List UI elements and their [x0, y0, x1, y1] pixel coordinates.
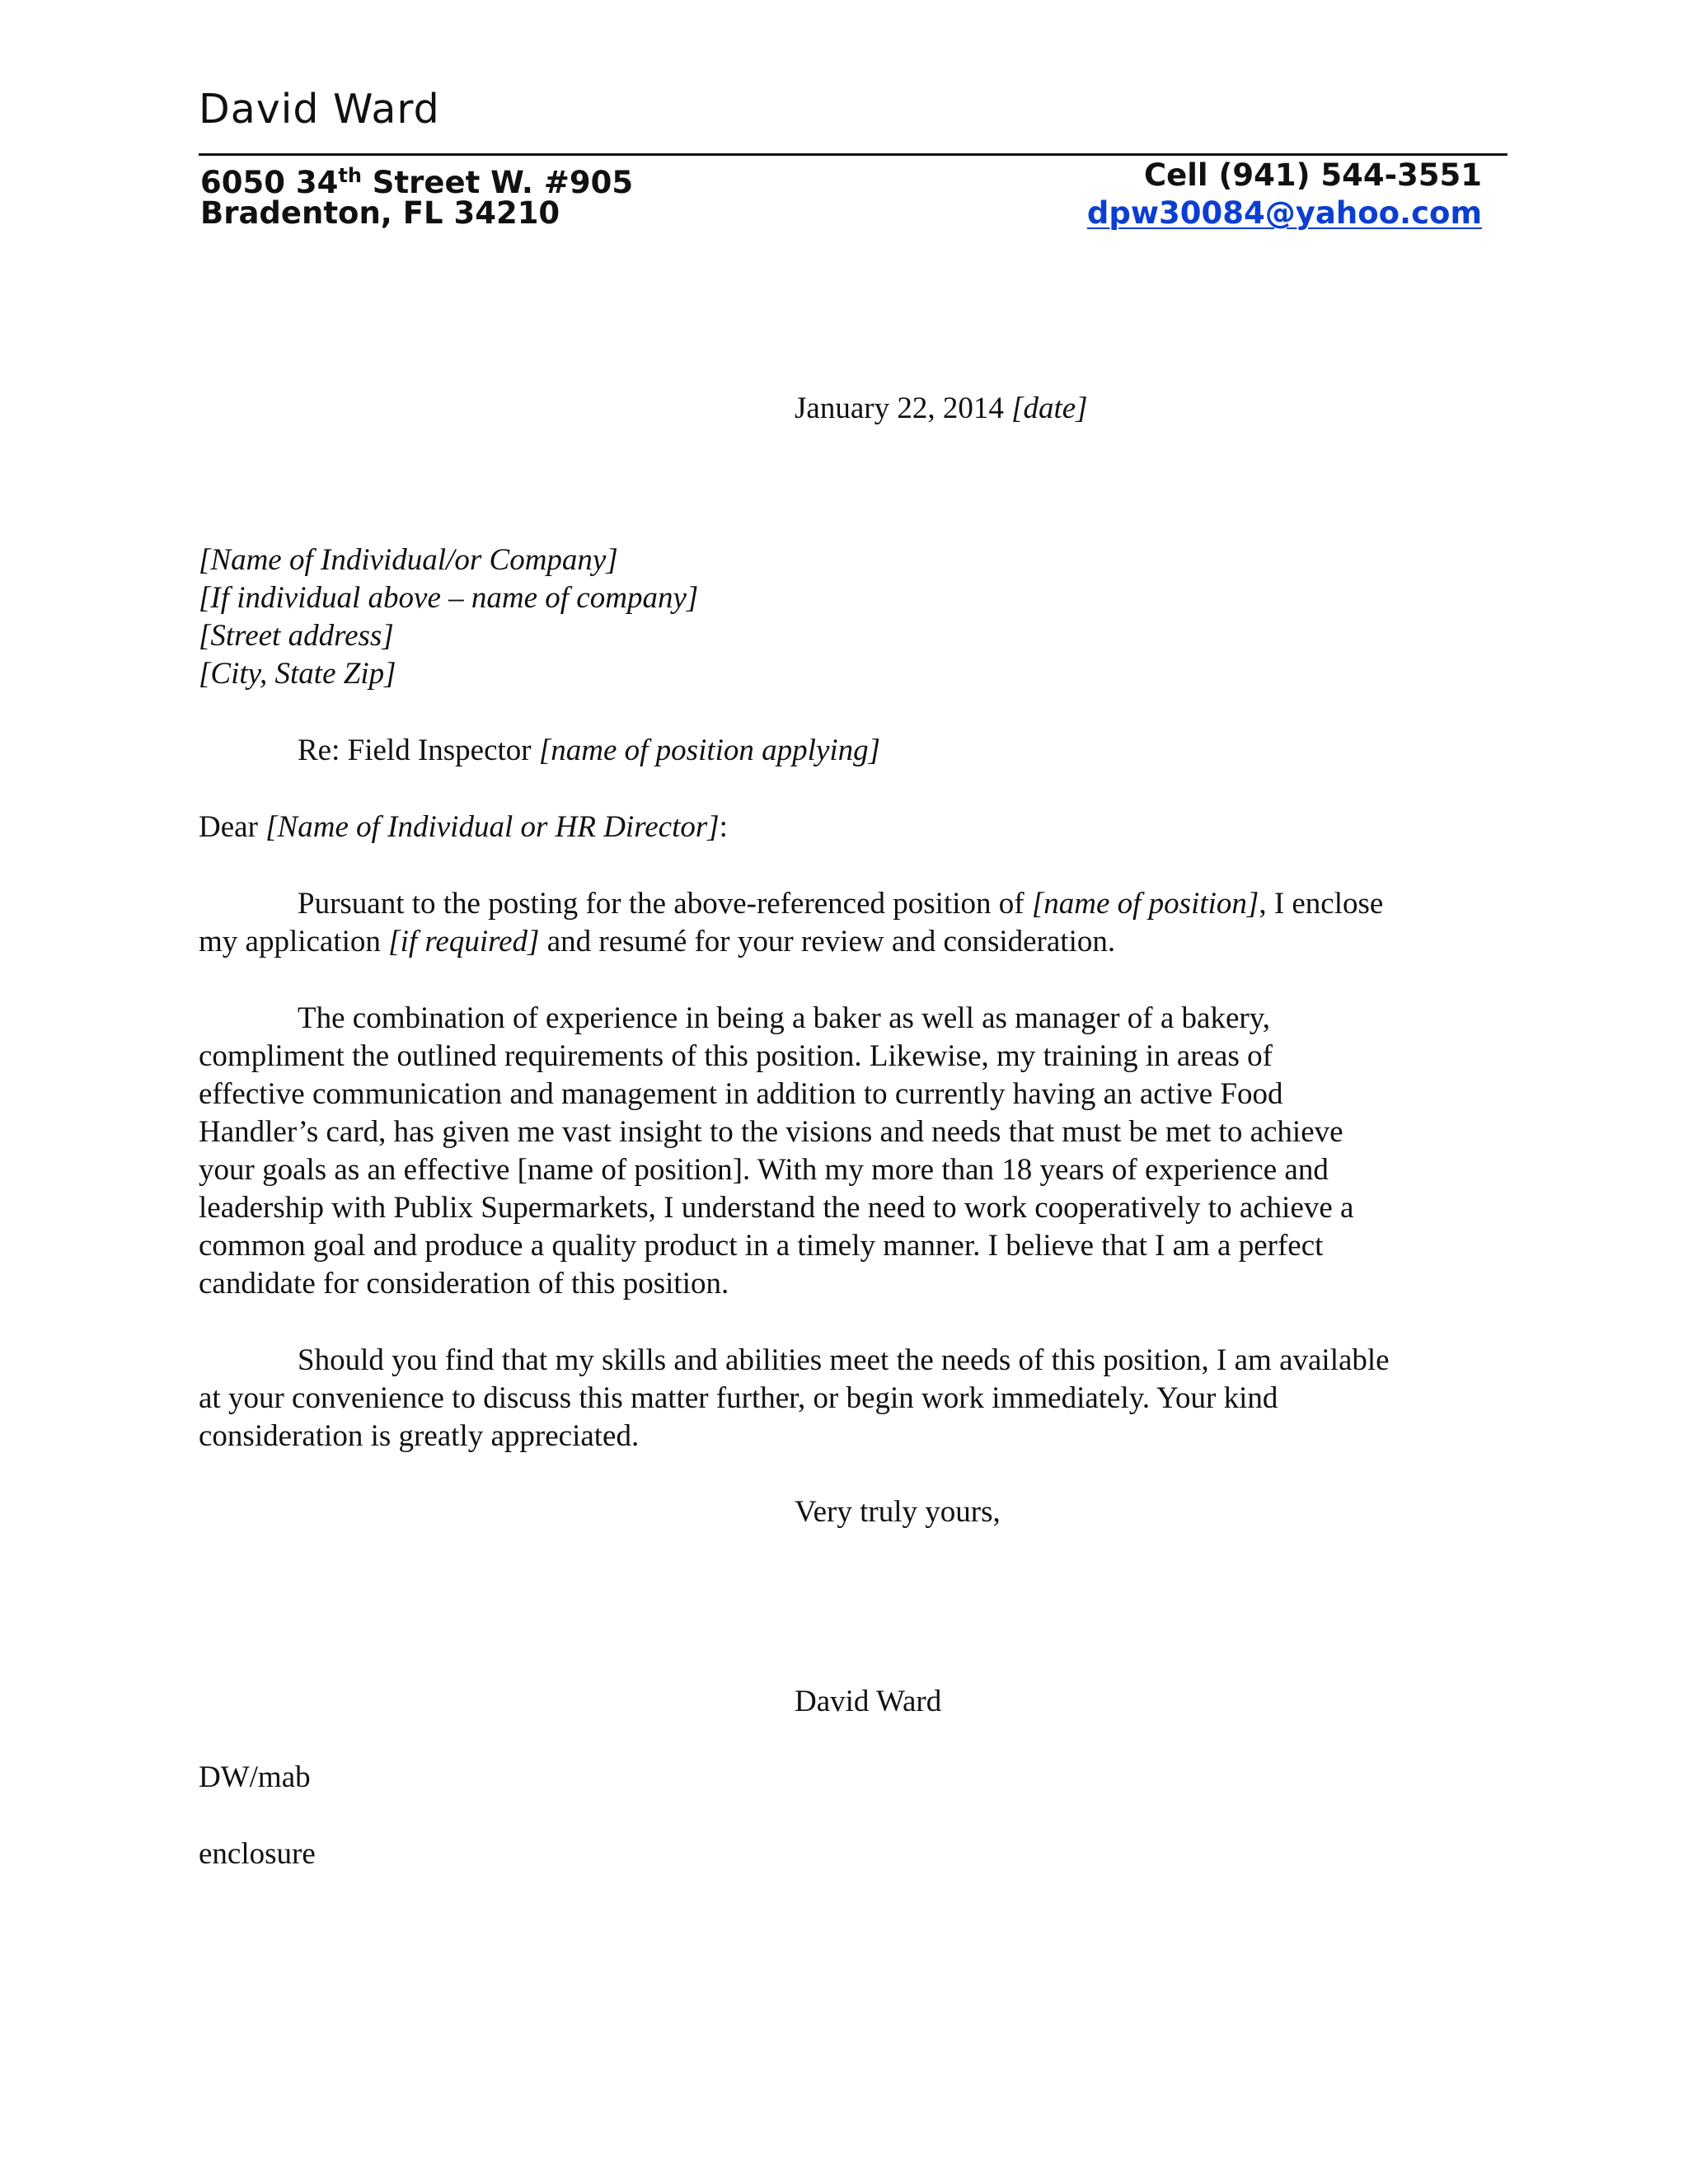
text-run: Pursuant to the posting for the above-referenced position of	[298, 887, 1032, 921]
recipient-line: [City, State Zip]	[199, 657, 396, 691]
letterhead-phone: Cell (941) 544-3551	[1144, 157, 1482, 193]
paragraph-line: The combination of experience in being a baker as well as manager of a bakery,	[298, 1001, 1271, 1035]
street-number: 6050 34	[200, 165, 339, 200]
street-ordinal: th	[338, 164, 362, 187]
paragraph-line	[199, 923, 1481, 961]
paragraph-line: effective communication and management in addition to currently having an active Food	[199, 1077, 1283, 1111]
signature-name: David Ward	[795, 1685, 942, 1718]
date-text: January 22, 2014	[795, 391, 1012, 425]
re-line	[298, 733, 880, 768]
paragraph-line: Handler’s card, has given me vast insight to the visions and needs that must be met to achieve	[199, 1115, 1343, 1149]
paragraph-line: consideration is greatly appreciated.	[199, 1419, 640, 1453]
body-paragraph-3	[199, 1342, 1481, 1455]
letterhead-email-link[interactable]: dpw30084@yahoo.com	[1086, 195, 1482, 231]
body-paragraph-2	[199, 1000, 1481, 1303]
paragraph-line	[199, 885, 1481, 923]
recipient-line: [If individual above – name of company]	[199, 581, 699, 615]
salutation-prefix: Dear	[199, 810, 266, 844]
letterhead-city: Bradenton, FL 34210	[200, 195, 560, 231]
recipient-line: [Street address]	[199, 619, 394, 653]
paragraph-line: at your convenience to discuss this matter further, or begin work immediately. Your kind	[199, 1381, 1278, 1415]
salutation	[199, 809, 728, 845]
enclosure-note: enclosure	[199, 1837, 316, 1871]
paragraph-line: Should you find that my skills and abilities meet the needs of this position, I am available	[298, 1343, 1390, 1377]
salutation-placeholder: [Name of Individual or HR Director]	[265, 810, 720, 844]
salutation-suffix: :	[719, 810, 728, 844]
letter-date	[795, 391, 1088, 426]
closing: Very truly yours,	[795, 1495, 1001, 1529]
typist-initials: DW/mab	[199, 1760, 311, 1794]
paragraph-line: common goal and produce a quality product in a timely manner. I believe that I am a perfect	[199, 1229, 1324, 1263]
recipient-line: [Name of Individual/or Company]	[199, 543, 618, 577]
paragraph-line: your goals as an effective [name of position]. With my more than 18 years of experience and	[199, 1153, 1329, 1187]
re-placeholder: [name of position applying]	[538, 733, 881, 767]
paragraph-line: leadership with Publix Supermarkets, I understand the need to work cooperatively to achieve a	[199, 1191, 1354, 1225]
recipient-address-block	[199, 541, 1481, 693]
text-run: my application	[199, 925, 389, 958]
letterhead-divider	[199, 153, 1507, 156]
paragraph-line: compliment the outlined requirements of this position. Likewise, my training in areas of	[199, 1039, 1273, 1073]
position-placeholder: [name of position]	[1031, 887, 1259, 921]
street-rest: Street W. #905	[361, 165, 634, 200]
required-placeholder: [if required]	[388, 925, 540, 958]
date-placeholder: [date]	[1011, 391, 1088, 425]
text-run: , I enclose	[1259, 887, 1384, 921]
paragraph-line: candidate for consideration of this position.	[199, 1267, 729, 1301]
letterhead-name: David Ward	[199, 86, 440, 133]
body-paragraph-1	[199, 885, 1481, 961]
text-run: and resumé for your review and consideration.	[539, 925, 1116, 958]
re-prefix: Re: Field Inspector	[298, 733, 539, 767]
